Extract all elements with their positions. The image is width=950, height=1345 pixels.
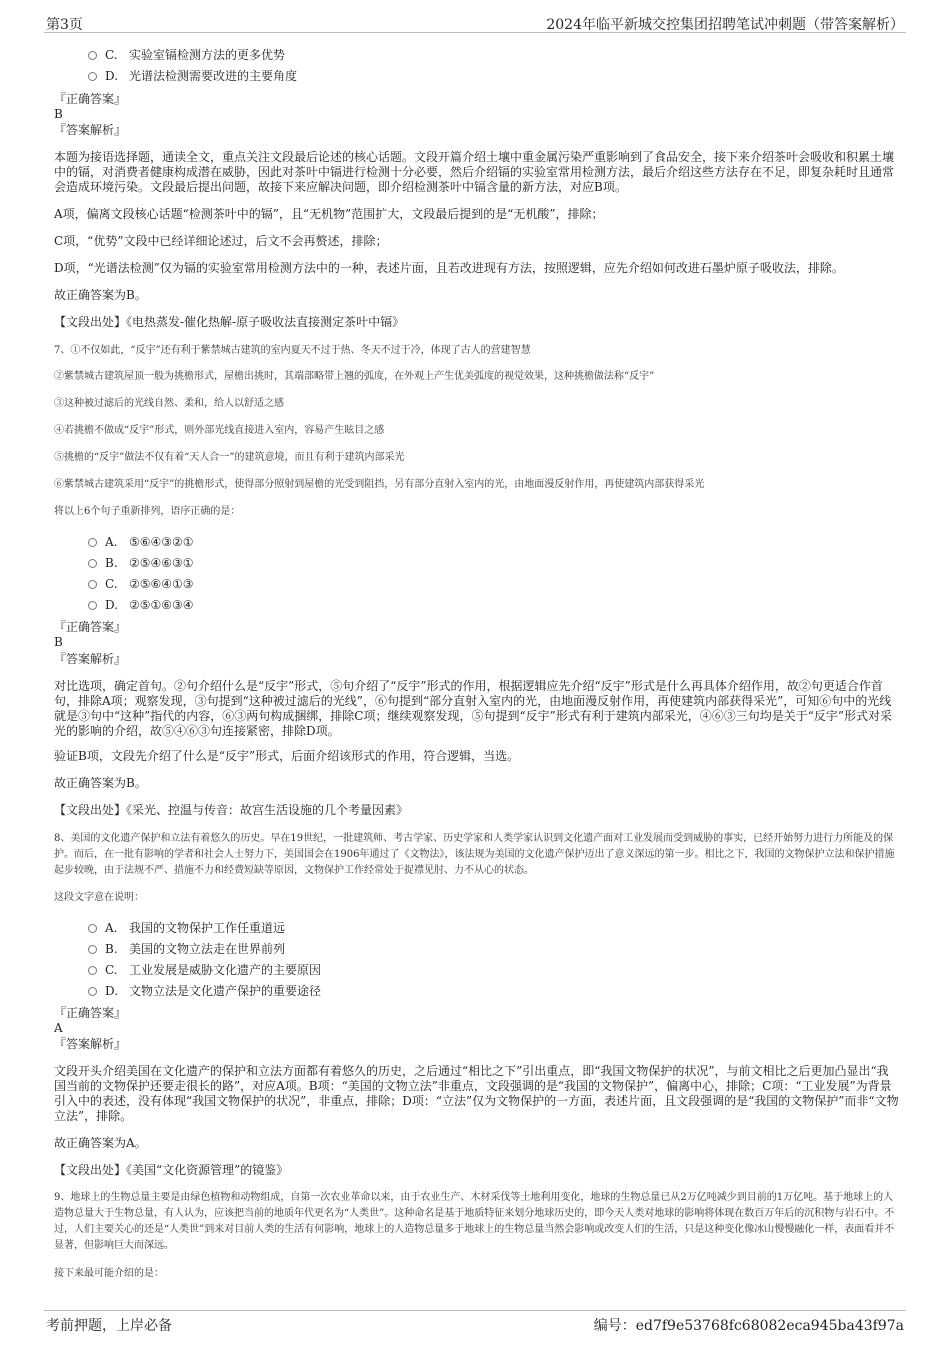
q7-sentence-2: ②紫禁城古建筑屋顶一般为挑檐形式，屋檐出挑时，其端部略带上翘的弧度，在外观上产生优美弧度的视觉效果，这种挑檐做法称“反宇” (54, 371, 655, 382)
radio-icon[interactable] (88, 580, 97, 589)
q7-analysis-tag: 『答案解析』 (54, 652, 127, 666)
q7-stem: 7、①不仅如此，“反宇”还有利于紫禁城古建筑的室内夏天不过于热、冬天不过于冷，体现了古人的营建智慧 (54, 345, 531, 356)
radio-icon[interactable] (88, 51, 97, 60)
page-footer (44, 1310, 906, 1341)
q7-option-b[interactable]: B. ②⑤④⑥③① (88, 555, 194, 571)
q8-option-a[interactable]: A. 我国的文物保护工作任重道远 (88, 920, 285, 936)
q7-option-c[interactable]: C. ②⑤⑥④①③ (88, 576, 194, 592)
q7-analysis-p2: 验证B项，文段先介绍了什么是“反宇”形式，后面介绍该形式的作用，符合逻辑，当选。 (54, 749, 520, 763)
document-code: 编号：ed7f9e53768fc68082eca945ba43f97a (593, 1318, 904, 1334)
q6-analysis-p2: A项，偏离文段核心话题“检测茶叶中的镉”，且“无机物”范围扩大，文段最后提到的是“无机酸”，排除； (54, 207, 604, 221)
q9-stem: 9、地球上的生物总量主要是由绿色植物和动物组成，自第一次农业革命以来，由于农业生产、木材采伐等土地利用变化，地球的生物总量已从2万亿吨减少到目前的1万亿吨。基于地球上的人造物总量大于生物总量，有人认为，应该把当前的地质年代更名为“人类世”。这种命名是基于地质特征来划分地球历史的，即今天人类对地球的影响将体现在数百万年后的沉积物与岩石中。不过，人们主要关心的还是“人类世”到来对目前人类的生活有何影响，地球上的人造物总量多于地球上的生物总量当然会影响或改变人们的生活，只是这种变化像冰山慢慢融化一样，表面看并不显著，但影响巨大而深远。 (54, 1192, 895, 1251)
q6-analysis-p4: D项，“光谱法检测”仅为镉的实验室常用检测方法中的一种，表述片面，且若改进现有方法，按照逻辑，应先介绍如何改进石墨炉原子吸收法，排除。 (54, 261, 844, 275)
q7-sentence-6: ⑥紫禁城古建筑采用“反宇”的挑檐形式，使得部分照射到屋檐的光受到阻挡，另有部分直射入室内的光，由地面漫反射作用，再使建筑内部获得采光 (54, 479, 705, 490)
q8-option-c[interactable]: C. 工业发展是威胁文化遗产的主要原因 (88, 962, 321, 978)
q7-option-d[interactable]: D. ②⑤①⑥③④ (88, 597, 194, 613)
radio-icon[interactable] (88, 538, 97, 547)
q8-stem: 8、美国的文化遗产保护和立法有着悠久的历史。早在19世纪，一批建筑师、考古学家、历史学家和人类学家认识到文化遗产面对工业发展而受到威胁的事实，已经开始努力进行力所能及的保护。而后，在一批有影响的学者和社会人士努力下，美国国会在1906年通过了《文物法》，该法规为美国的文化遗产保护迈出了意义深远的第一步。相比之下，我国的文物保护立法和保护措施起步较晚，由于法规不严、措施不力和经费短缺等原因，文物保护工作经常处于捉襟见肘、力不从心的状态。 (54, 833, 895, 876)
q6-answer-tag: 『正确答案』 (54, 92, 127, 106)
q8-analysis-tag: 『答案解析』 (54, 1037, 127, 1051)
q7-answer: B (54, 635, 63, 649)
q7-answer-tag: 『正确答案』 (54, 620, 127, 634)
q8-prompt: 这段文字意在说明： (54, 892, 144, 903)
q6-answer: B (54, 107, 63, 121)
q8-analysis-p1: 文段开头介绍美国在文化遗产的保护和立法方面都有着悠久的历史，之后通过“相比之下”引出重点，即“我国文物保护的状况”，与前文相比之后更加凸显出“我国当前的文物保护还要走很长的路”，对应A项。B项：“美国的文物立法”非重点，文段强调的是“我国的文物保护”，偏离中心，排除；C项：“工业发展”为背景引入中的表述，没有体现“我国文物保护的状况”，非重点，排除；D项：“立法”仅为文物保护的一方面，表述片面，且文段强调的是“我国的文物保护”而非“文物立法”，排除。 (54, 1064, 899, 1123)
q6-source: 【文段出处】《电热蒸发-催化热解-原子吸收法直接测定茶叶中镉》 (54, 315, 405, 329)
radio-icon[interactable] (88, 924, 97, 933)
q6-option-c[interactable]: C. 实验室镉检测方法的更多优势 (88, 47, 285, 63)
q6-analysis-p1: 本题为接语选择题，通读全文，重点关注文段最后论述的核心话题。文段开篇介绍土壤中重金属污染严重影响到了食品安全，接下来介绍茶叶会吸收和积累土壤中的镉，对消费者健康构成潜在威胁，因此对茶叶中镉进行检测十分必要，然后介绍镉的实验室常用检测方法，最后介绍这些方法存在不足，即复杂耗时且通常会造成环境污染。文段最后提出问题，故接下来应解决问题，即介绍检测茶叶中镉含量的新方法，对应B项。 (54, 150, 895, 194)
q6-analysis-p5: 故正确答案为B。 (54, 288, 147, 302)
radio-icon[interactable] (88, 72, 97, 81)
radio-icon[interactable] (88, 559, 97, 568)
radio-icon[interactable] (88, 987, 97, 996)
q7-analysis-p1: 对比选项，确定首句。②句介绍什么是“反宇”形式，⑤句介绍了“反宇”形式的作用，根据逻辑应先介绍“反宇”形式是什么再具体介绍作用，故②句更适合作首句，排除A项；观察发现，③句提到“这种被过滤后的光线”，⑥句提到“部分直射入室内的光，由地面漫反射作用，再使建筑内部获得采光”，可知⑥句中的光线就是③句中“这种”指代的内容，⑥③两句构成捆绑，排除C项；继续观察发现，⑤句提到“反宇”形式有利于建筑内部采光，④⑥③三句均是关于“反宇”形式对采光的影响的介绍，故⑤④⑥③句连接紧密，排除D项。 (54, 679, 892, 738)
q8-answer-tag: 『正确答案』 (54, 1006, 127, 1020)
radio-icon[interactable] (88, 945, 97, 954)
q6-option-d[interactable]: D. 光谱法检测需要改进的主要角度 (88, 68, 297, 84)
q7-prompt: 将以上6个句子重新排列，语序正确的是： (54, 506, 241, 517)
radio-icon[interactable] (88, 601, 97, 610)
footer-slogan: 考前押题，上岸必备 (46, 1318, 172, 1334)
page-number: 第3页 (46, 17, 83, 33)
radio-icon[interactable] (88, 966, 97, 975)
q8-source: 【文段出处】《美国“文化资源管理”的镜鉴》 (54, 1163, 289, 1177)
document-title: 2024年临平新城交控集团招聘笔试冲刺题（带答案解析） (546, 17, 904, 33)
q9-prompt: 接下来最可能介绍的是： (54, 1268, 164, 1279)
q8-option-d[interactable]: D. 文物立法是文化遗产保护的重要途径 (88, 983, 321, 999)
q6-analysis-p3: C项，“优势”文段中已经详细论述过，后文不会再赘述，排除； (54, 234, 388, 248)
page-header (44, 10, 906, 33)
q8-option-b[interactable]: B. 美国的文物立法走在世界前列 (88, 941, 285, 957)
q8-analysis-p2: 故正确答案为A。 (54, 1136, 147, 1150)
q7-source: 【文段出处】《采光、控温与传音：故宫生活设施的几个考量因素》 (54, 803, 409, 817)
q7-sentence-5: ⑤挑檐的“反宇”做法不仅有着“天人合一”的建筑意境，而且有利于建筑内部采光 (54, 452, 405, 463)
q6-analysis-tag: 『答案解析』 (54, 123, 127, 137)
q7-analysis-p3: 故正确答案为B。 (54, 776, 147, 790)
q7-sentence-4: ④若挑檐不做成“反宇”形式，则外部光线直接进入室内，容易产生眩目之感 (54, 425, 385, 436)
q7-sentence-3: ③这种被过滤后的光线自然、柔和，给人以舒适之感 (54, 398, 284, 409)
q7-option-a[interactable]: A. ⑤⑥④③②① (88, 534, 194, 550)
q8-answer: A (54, 1021, 63, 1035)
